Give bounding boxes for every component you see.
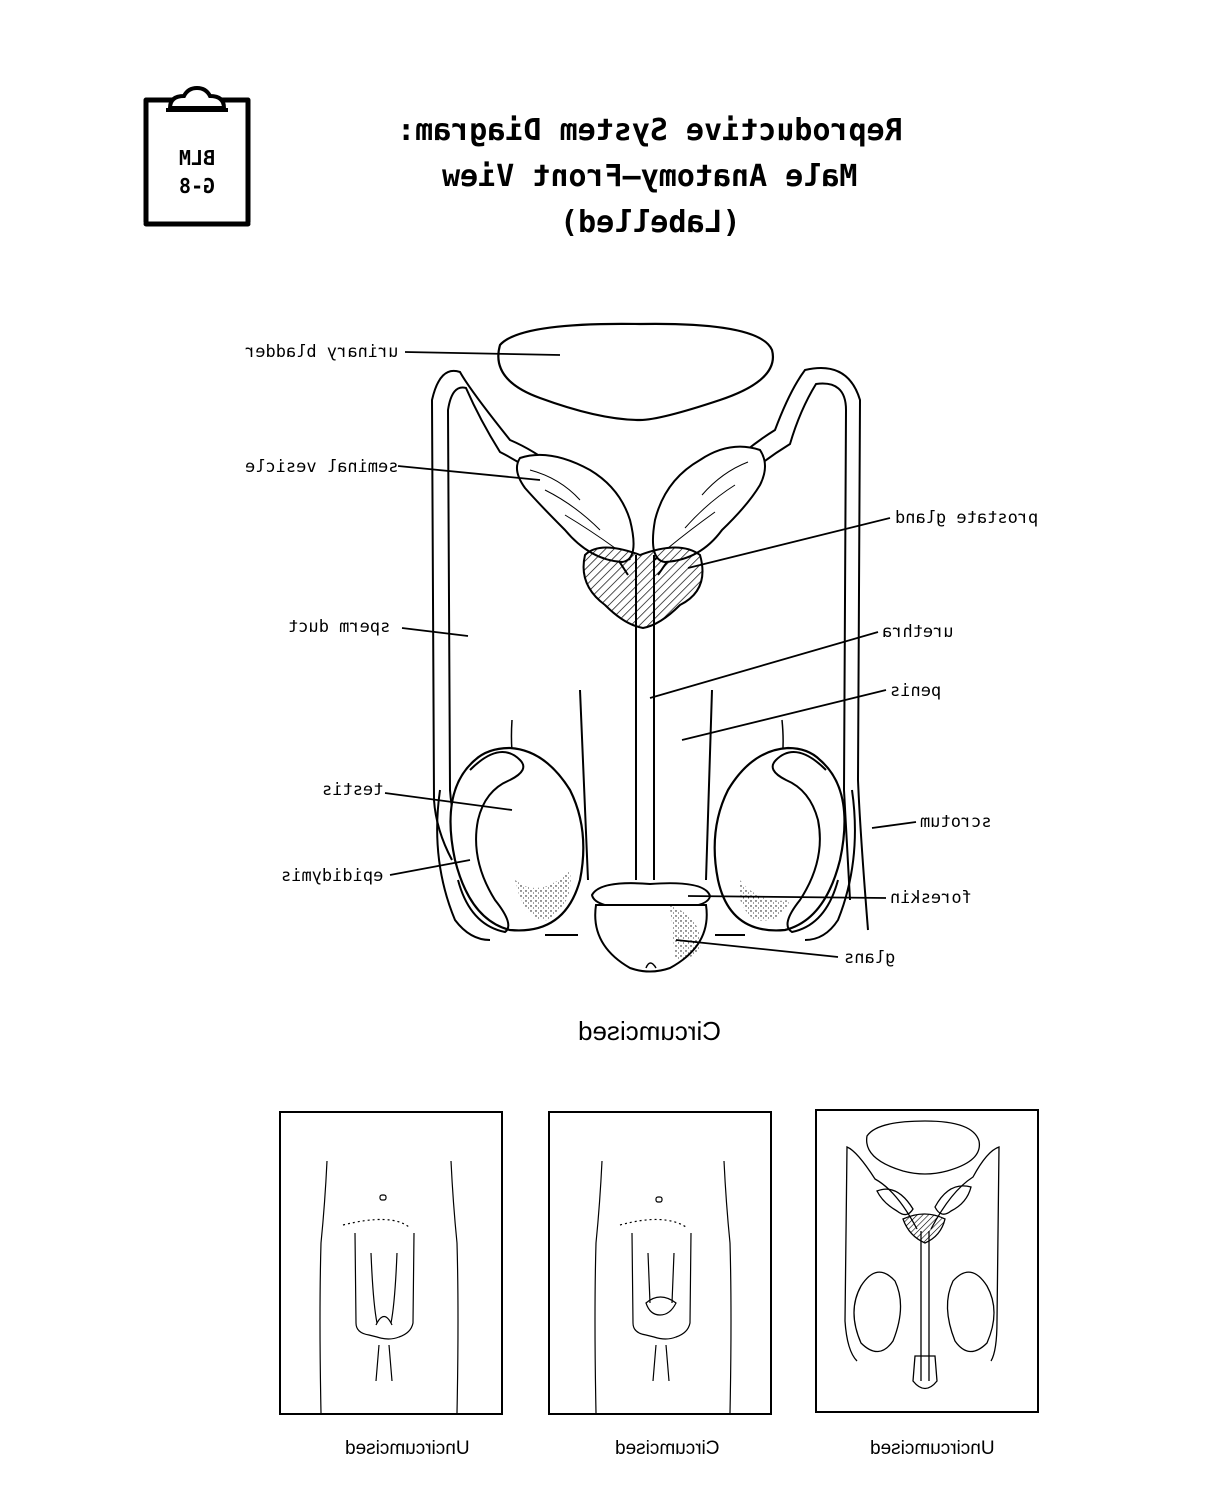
label-seminal-vesicle: seminal vesicle (245, 457, 399, 477)
title-line3: (Labelled) (559, 205, 741, 240)
badge-line2: G-8 (178, 174, 216, 198)
label-testis: testis (322, 780, 384, 800)
penis-shaft (580, 690, 712, 880)
bladder-shape (498, 324, 773, 420)
label-foreskin: foreskin (890, 888, 972, 908)
label-epididymis: epididymis (281, 866, 384, 886)
panel-caption-2: Circumcised (614, 1438, 720, 1459)
label-prostate-gland: prostate gland (895, 508, 1039, 528)
title-line1: Reproductive System Diagram: (397, 113, 903, 148)
panel-caption-1: Uncircumcised (344, 1438, 470, 1459)
main-caption: Circumcised (578, 1016, 722, 1046)
label-scrotum: scrotum (920, 812, 992, 832)
label-glans: glans (844, 948, 896, 968)
panel-figure-1 (281, 1113, 501, 1413)
panel-figure-2 (550, 1113, 770, 1413)
panel-circumcised-middle (548, 1111, 772, 1415)
label-urethra: urethra (882, 622, 954, 642)
title-line2: Male Anatomy—Front View (442, 159, 858, 194)
panel-uncircumcised-right (815, 1109, 1039, 1413)
label-sperm-duct: sperm duct (288, 617, 391, 637)
label-penis: penis (890, 681, 942, 701)
badge-line1: BLM (178, 146, 216, 170)
prostate-shape (584, 548, 703, 629)
panel-uncircumcised-left (279, 1111, 503, 1415)
label-urinary-bladder: urinary bladder (245, 342, 399, 362)
panel-caption-3: Uncircumcised (869, 1438, 995, 1459)
panel-figure-3 (817, 1111, 1037, 1411)
